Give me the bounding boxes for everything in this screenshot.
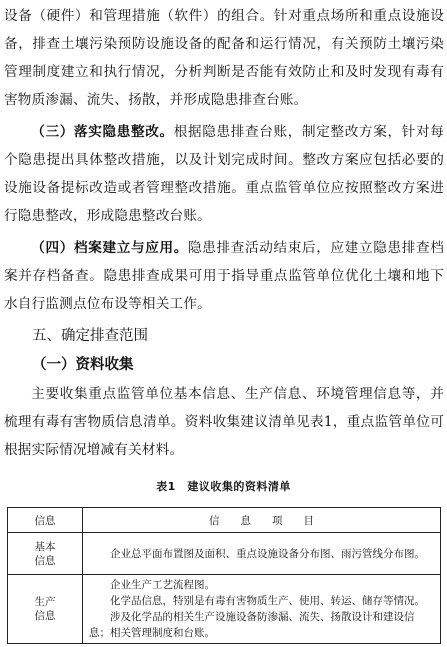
paragraph-archive: [4, 234, 444, 318]
item-3-heading: （三）落实隐患整改。: [31, 124, 174, 140]
table-item-cell: [83, 575, 441, 644]
table-row: [8, 575, 441, 644]
item-3-text: 根据隐患排查台账，制定整改方案，针对每个隐患提出具体整改措施，以及计划完成时间。整改方案应包括必要的设施设备提标改造或者管理整改措施。重点监管单位应按照整改方案进行隐患整改，形成隐患整改台账。: [4, 124, 444, 224]
item-4-heading: （四）档案建立与应用。: [31, 240, 188, 256]
table-item-line: 涉及化学品的相关生产设施设备防渗漏、流失、扬散设计和建设信息；相关管理制度和台账。: [89, 611, 415, 639]
table-category-cell: 生产 信息: [8, 575, 83, 644]
item-4-text: 隐患排查活动结束后，应建立隐患排查档案并存档备查。隐患排查成果可用于指导重点监管单位优化土壤和地下水自行监测点位布设等相关工作。: [4, 240, 444, 312]
paragraph-rectification: [4, 118, 444, 230]
table-row: [8, 533, 441, 575]
table-category-cell: 基本 信息: [8, 533, 83, 575]
subsection-heading: （一）资料收集: [32, 356, 134, 373]
info-table: [7, 507, 441, 644]
table-header-cell: 信息: [8, 508, 83, 533]
table-item-line: 企业总平面布置图及面积、重点设施设备分布图、雨污管线分布图。: [110, 547, 425, 560]
paragraph-facility-check: 设备（硬件）和管理措施（软件）的组合。针对重点场所和重点设施设备，排查土壤污染预防设施设备的配备和运行情况，有关预防土壤污染管理制度建立和执行情况，分析判断是否能有效防止和及时发现有毒有害物质渗漏、流失、扬散，并形成隐患排查台账。: [4, 8, 444, 108]
table-item-cell: [83, 533, 441, 575]
paragraph-data-collection: 主要收集重点监管单位基本信息、生产信息、环境管理信息等，并梳理有毒有害物质信息清单。资料收集建议清单见表1，重点监管单位可根据实际情况增减有关材料。: [4, 386, 444, 458]
table-header-row: [8, 508, 441, 533]
table-item-line: 企业生产工艺流程图。: [110, 579, 215, 591]
section-heading: 五、确定排查范围: [32, 328, 148, 344]
table-header-cell: 信 息 项 目: [83, 508, 441, 533]
table-caption: 表1 建议收集的资料清单: [156, 480, 291, 493]
table-item-line: 化学品信息，特别是有毒有害物质生产、使用、转运、储存等情况。: [110, 595, 425, 607]
